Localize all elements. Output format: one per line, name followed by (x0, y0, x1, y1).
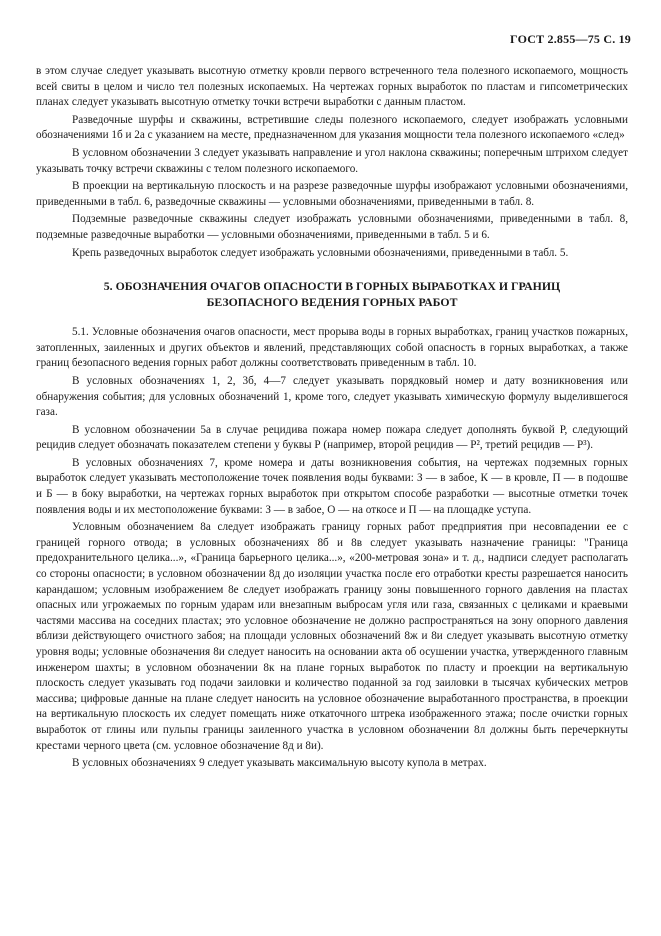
paragraph: Условным обозначением 8а следует изображать границу горных работ предприятия при несовпадении ее с границей горного отвода; в условных обозначениях 8б и 8в следует указывать назначение границы: "Граница предохранительного целика...», «Граница барьерного целика...», «200-метровая зона» и т. д., надписи следует располагать со стороны опасности; в условном обозначении 8д до изоляции участка после его отработки кресты разрешается наносить карандашом; условным изображением 8е следует изображать границу зоны повышенного горного давления на пластах опасных или угрожаемых по горным ударам или внезапным выбросам угля или газа, связанных с целиками и краевыми частями массива на соседних пластах; это условное обозначение не должно распространяться на зону опорного давления вблизи действующего очистного забоя; на площади условных обозначений 8ж и 8и следует указывать высотную отметку уровня воды; условные обозначения 8и следует наносить на основании акта об осушении участка, утвержденного главным инженером шахты; в условном обозначении 8к на плане горных выработок по пласту и проекции на вертикальную плоскость следует указывать год подачи заиловки и количество поданной за год заиловки в тысячах кубических метров массива; цифровые данные на плане следует наносить на условное обозначение выработанного пространства, в проекции на вертикальную плоскость их следует помещать ниже откаточного штрека изображенного этажа; после очистки горных выработок от глины или пульпы границы заиленного участка в условном обозначении 8л должны быть перечеркнуты крестами черного цвета (см. условное обозначение 8д и 8и). (36, 521, 628, 752)
paragraph: В условных обозначениях 9 следует указывать максимальную высоту купола в метрах. (72, 757, 487, 770)
paragraph: В проекции на вертикальную плоскость и на разрезе разведочные шурфы изображают условными обозначениями, приведенными в табл. 6, разведочные скважины — условными обозначениями, приведенными в табл. 8. (36, 180, 628, 208)
paragraph: Крепь разведочных выработок следует изображать условными обозначениями, приведенными в табл. 5. (72, 246, 569, 259)
running-header: ГОСТ 2.855—75 С. 19 (510, 32, 631, 46)
paragraph: В условных обозначениях 7, кроме номера и даты возникновения события, на чертежах подземных горных выработок следует указывать местоположение точек появления воды буквами: З — в забое, К — в кровле, П — в подошве и Б — в боку выработки, на чертежах горных выработок при открытом способе разработки — высотные отметки точек появления воды и их местоположение буквами: З — в забое, О — на откосе и П — на площадке уступа. (36, 456, 628, 516)
paragraph: 5.1. Условные обозначения очагов опасности, мест прорыва воды в горных выработках, границ участков пожарных, затопленных, заиленных и других объектов и явлений, представляющих собой опасность в горных выработках, а также границ безопасного ведения горных работ должны соответствовать приведенным в табл. 10. (36, 326, 628, 370)
paragraph: в этом случае следует указывать высотную отметку кровли первого встреченного тела полезного ископаемого, мощность всей свиты в целом и число тел полезных ископаемых. На чертежах горных выработок по пластам и гипсометрических планах следует указывать высотную отметку точки встречи выработки с данным пластом. (36, 65, 628, 109)
page-body (36, 64, 628, 774)
section-title: 5. ОБОЗНАЧЕНИЯ ОЧАГОВ ОПАСНОСТИ В ГОРНЫХ ВЫРАБОТКАХ И ГРАНИЦ БЕЗОПАСНОГО ВЕДЕНИЯ ГОРНЫХ РАБОТ (103, 279, 561, 310)
paragraph: В условном обозначении 3 следует указывать направление и угол наклона скважины; поперечным штрихом следует указывать точку встречи скважины с телом полезного ископаемого. (36, 146, 628, 175)
paragraph: В условных обозначениях 1, 2, 3б, 4—7 следует указывать порядковый номер и дату возникновения или обнаружения события; для условных обозначений 1, кроме того, следует указывать химическую формулу выделившегося газа. (36, 374, 628, 419)
paragraph: Подземные разведочные скважины следует изображать условными обозначениями, приведенными в табл. 8, подземные разведочные выработки — условными обозначениями, приведенными в табл. 5 и 6. (36, 213, 628, 241)
paragraph: Разведочные шурфы и скважины, встретившие следы полезного ископаемого, следует изображать условными обозначениями 1б и 2а с указанием на месте, предназначенном для указания мощности тела полезного ископаемого «след» (36, 113, 628, 142)
paragraph: В условном обозначении 5а в случае рецидива пожара номер пожара следует дополнять буквой Р, следующий рецидив следует обозначать показателем степени у буквы Р (например, второй рецидив — Р², третий рецидив — Р³). (36, 423, 628, 452)
